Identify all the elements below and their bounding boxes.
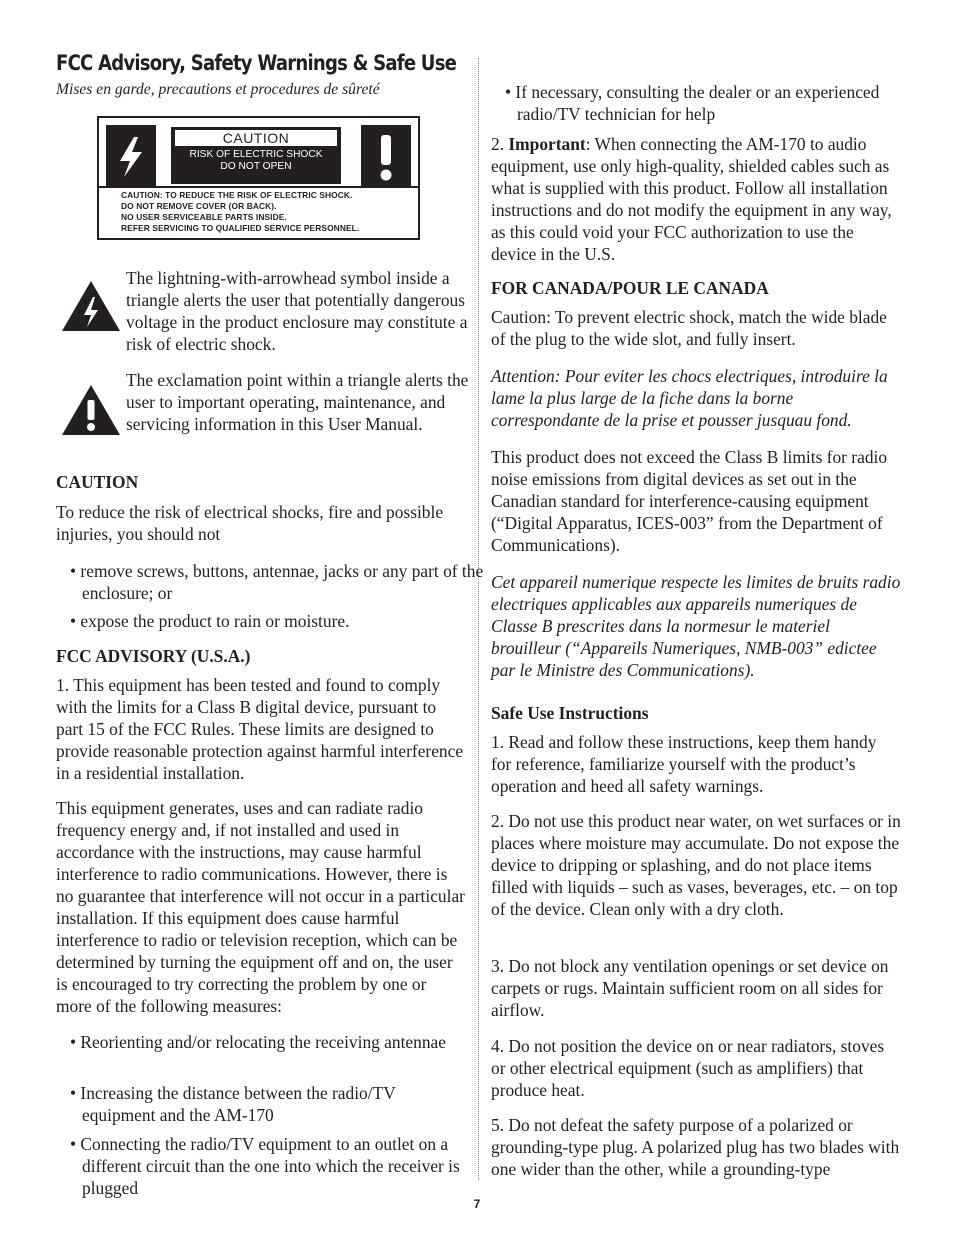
fcc-paragraph-2: This equipment generates, uses and can radiate radio frequency energy and, if not installed and used in accordance with the instructions, may cause harmful interference to radio communications. However, there is no guarantee that interference will not occur in a particular installation. If this equipment does cause harmful interference to radio or television reception, which can be determined by turning the equipment off and on, the user is encouraged to try correcting the problem by one or more of the following measures: <box>56 798 465 1016</box>
caution-label-title: CAUTION <box>175 130 337 146</box>
canada-paragraph-2-fr: Cet appareil numerique respecte les limites de bruits radio electriques applicables aux appareils numeriques de Classe B prescrites dans la normesur le materiel brouilleur (“Appareils Numeriques, NMB-003” edictee par le Ministre des Communications). <box>491 572 901 680</box>
caution-heading: CAUTION <box>56 472 139 492</box>
fcc-paragraph-1: 1. This equipment has been tested and found to comply with the limits for a Class B digital device, pursuant to part 15 of the FCC Rules. These limits are designed to provide reasonable protection against harmful interference in a residential installation. <box>56 675 464 783</box>
caution-intro: To reduce the risk of electrical shocks, fire and possible injuries, you should not <box>56 502 444 544</box>
canada-paragraph-2: This product does not exceed the Class B limits for radio noise emissions from digital devices as set out in the Canadian standard for interference-causing equipment (“Digital Apparatus, ICES-003” from the Department of Communications). <box>491 447 888 555</box>
caution-label-graphic <box>97 116 420 240</box>
exclamation-icon <box>361 125 411 187</box>
page-number: 7 <box>473 1197 481 1211</box>
safe-use-item: 4. Do not position the device on or near radiators, stoves or other electrical equipment (such as amplifiers) that produce heat. <box>491 1036 885 1100</box>
safe-use-item: 3. Do not block any ventilation openings or set device on carpets or rugs. Maintain sufficient room on all sides for airflow. <box>491 956 889 1020</box>
safe-use-item: 2. Do not use this product near water, on wet surfaces or in places where moisture may accumulate. Do not expose the device to dripping or splashing, and do not place items filled with liquids – such as vases, beverages, etc. – on top of the device. Clean only with a dry cloth. <box>491 811 901 919</box>
fcc-bullet: • Increasing the distance between the radio/TV equipment and the AM-170 <box>70 1083 396 1125</box>
page-title: FCC Advisory, Safety Warnings & Safe Use <box>56 51 457 75</box>
caution-bullet: • expose the product to rain or moisture. <box>70 611 350 631</box>
page-subtitle: Mises en garde, precautions et procedures de sûreté <box>56 81 380 98</box>
exclamation-triangle-icon <box>60 383 122 437</box>
fcc-bullet: • Connecting the radio/TV equipment to an outlet on a different circuit than the one into which the receiver is plugged <box>70 1134 460 1198</box>
lightning-icon <box>106 125 156 187</box>
fcc-bullet: • If necessary, consulting the dealer or an experienced radio/TV technician for help <box>505 82 880 124</box>
exclamation-symbol-text: The exclamation point within a triangle alerts the user to important operating, maintenance, and servicing information in this User Manual. <box>126 370 469 434</box>
caution-bullet: • remove screws, buttons, antennae, jacks or any part of the enclosure; or <box>70 561 484 603</box>
safe-use-heading: Safe Use Instructions <box>491 703 649 723</box>
safe-use-item: 5. Do not defeat the safety purpose of a polarized or grounding-type plug. A polarized plug has two blades with one wider than the other, while a grounding-type <box>491 1115 900 1179</box>
caution-label-line2: DO NOT OPEN <box>220 161 292 172</box>
caution-label-divider <box>99 186 418 188</box>
canada-paragraph-1: Caution: To prevent electric shock, match the wide blade of the plug to the wide slot, and fully insert. <box>491 307 887 349</box>
fcc-heading: FCC ADVISORY (U.S.A.) <box>56 646 251 666</box>
caution-label-fine-print: CAUTION: TO REDUCE THE RISK OF ELECTRIC SHOCK. DO NOT REMOVE COVER (OR BACK). NO USER SERVICEABLE PARTS INSIDE. REFER SERVICING TO QUALIFIED SERVICE PERSONNEL. <box>121 190 360 233</box>
caution-label-line1: RISK OF ELECTRIC SHOCK <box>189 149 323 160</box>
fcc-paragraph-3: 2. Important: When connecting the AM-170 to audio equipment, use only high-quality, shielded cables such as what is supplied with this product. Follow all installation instructions and do not modify the equipment in any way, as this could void your FCC authorization to use the device in the U.S. <box>491 134 892 264</box>
important-label: Important <box>508 134 586 154</box>
canada-heading: FOR CANADA/POUR LE CANADA <box>491 278 769 298</box>
fcc-bullet: • Reorienting and/or relocating the receiving antennae <box>70 1032 446 1052</box>
caution-label-box <box>171 127 341 184</box>
lightning-symbol-text: The lightning-with-arrowhead symbol inside a triangle alerts the user that potentially dangerous voltage in the product enclosure may constitute a risk of electric shock. <box>126 268 468 354</box>
lightning-triangle-icon <box>60 279 122 333</box>
canada-paragraph-1-fr: Attention: Pour eviter les chocs electriques, introduire la lame la plus large de la fiche dans la borne correspondante de la prise et pousser jusquau fond. <box>491 366 888 430</box>
safe-use-item: 1. Read and follow these instructions, keep them handy for reference, familiarize yourself with the product’s operation and heed all safety warnings. <box>491 732 877 796</box>
